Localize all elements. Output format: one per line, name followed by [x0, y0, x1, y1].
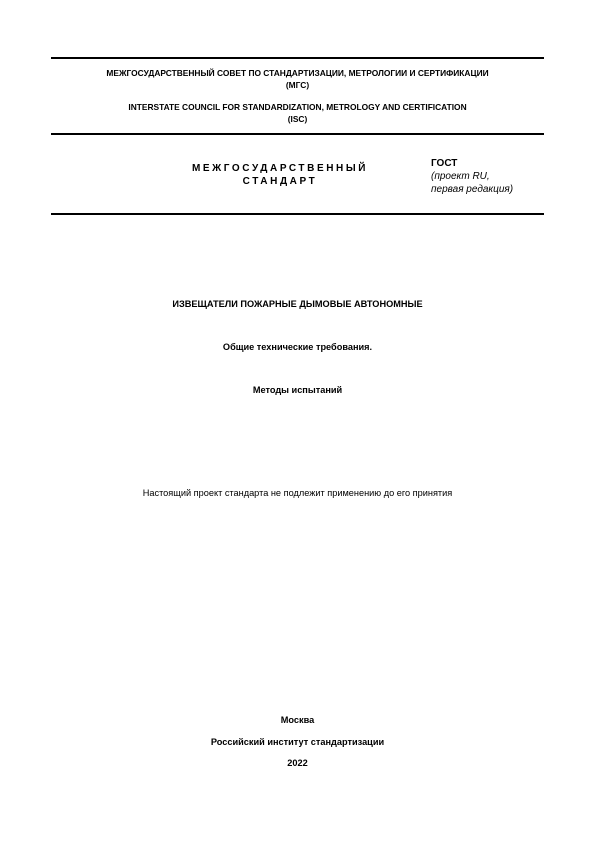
publication-year: 2022 [287, 758, 308, 768]
publication-city: Москва [280, 715, 315, 725]
council-ru-text: МЕЖГОСУДАРСТВЕННЫЙ СОВЕТ ПО СТАНДАРТИЗАЦИИ, МЕТРОЛОГИИ И СЕРТИФИКАЦИИ [106, 68, 489, 78]
bottom-divider [51, 213, 544, 215]
draft-notice: Настоящий проект стандарта не подлежит применению до его принятия [142, 488, 453, 498]
council-ru-abbreviation: (МГС) [285, 80, 310, 90]
top-divider [51, 57, 544, 59]
document-methods: Методы испытаний [252, 385, 343, 395]
draft-note-line1: (проект RU, [431, 171, 490, 182]
draft-note-line2: первая редакция) [431, 184, 514, 195]
middle-divider [51, 133, 544, 135]
document-subtitle: Общие технические требования. [222, 342, 373, 352]
council-name-ru [51, 67, 544, 91]
document-title: ИЗВЕЩАТЕЛИ ПОЖАРНЫЕ ДЫМОВЫЕ АВТОНОМНЫЕ [172, 299, 423, 309]
standard-type-line1: МЕЖГОСУДАРСТВЕННЫЙ [191, 163, 369, 174]
gost-designation [431, 157, 513, 196]
council-en-abbreviation: (ISC) [287, 114, 308, 124]
standard-type-line2: СТАНДАРТ [242, 176, 318, 187]
council-name-en [51, 101, 544, 125]
standard-type [170, 162, 390, 188]
council-en-text: INTERSTATE COUNCIL FOR STANDARDIZATION, METROLOGY AND CERTIFICATION [128, 102, 467, 112]
gost-label: ГОСТ [431, 158, 458, 169]
publisher-name: Российский институт стандартизации [210, 737, 385, 747]
